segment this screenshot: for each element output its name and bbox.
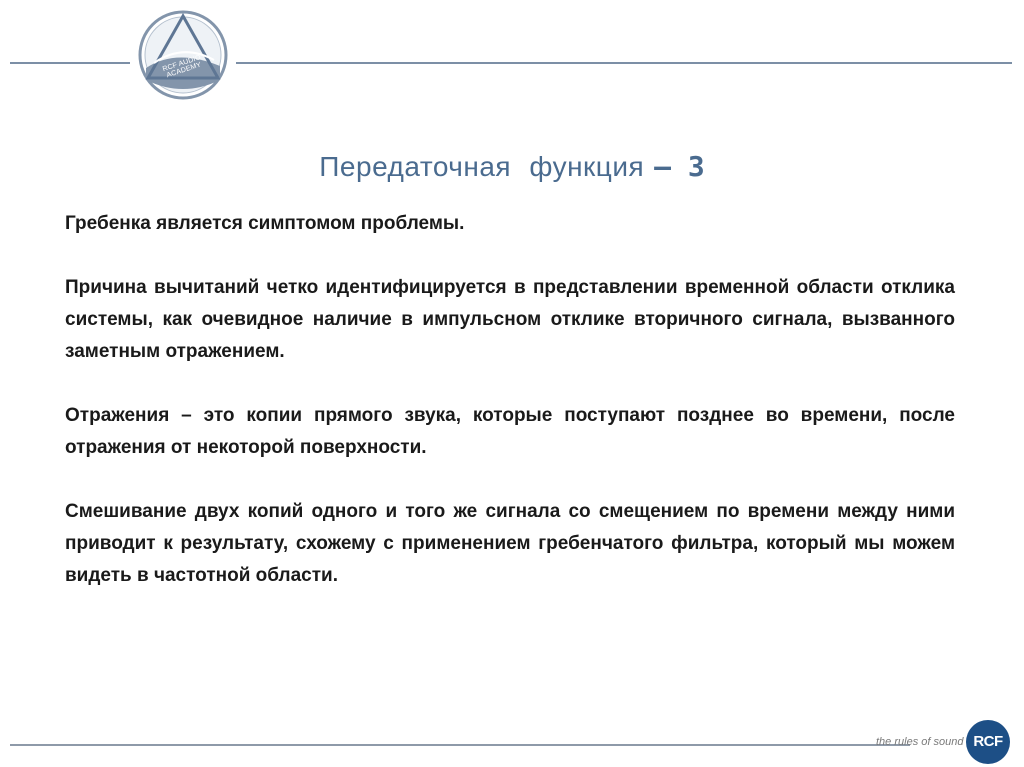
slide-title bbox=[0, 150, 1024, 183]
bottom-rule bbox=[10, 744, 910, 746]
slide-body bbox=[65, 208, 955, 624]
paragraph-3: Отражения – это копии прямого звука, которые поступают позднее во времени, после отражения от некоторой поверхности. bbox=[65, 405, 955, 458]
footer-tagline: the rules of sound bbox=[876, 736, 964, 748]
logo-text: RCF AUDIO ACADEMY bbox=[161, 54, 203, 80]
title-main: Передаточная функция bbox=[319, 151, 645, 182]
rcf-logo-badge: RCF bbox=[966, 720, 1010, 764]
rcf-academy-logo bbox=[136, 8, 230, 102]
paragraph-1: Гребенка является симптомом проблемы. bbox=[65, 213, 465, 234]
top-rule-right bbox=[236, 62, 1012, 64]
paragraph-2: Причина вычитаний четко идентифицируется в представлении временной области отклика системы, как очевидное наличие в импульсном отклике вторичного сигнала, вызванного заметным отражением. bbox=[65, 277, 955, 362]
top-rule-left bbox=[10, 62, 130, 64]
title-suffix: – 3 bbox=[654, 150, 705, 183]
paragraph-4: Смешивание двух копий одного и того же сигнала со смещением по времени между ними приводит к результату, схожему с применением гребенчатого фильтра, который мы можем видеть в частотной области. bbox=[65, 501, 955, 586]
